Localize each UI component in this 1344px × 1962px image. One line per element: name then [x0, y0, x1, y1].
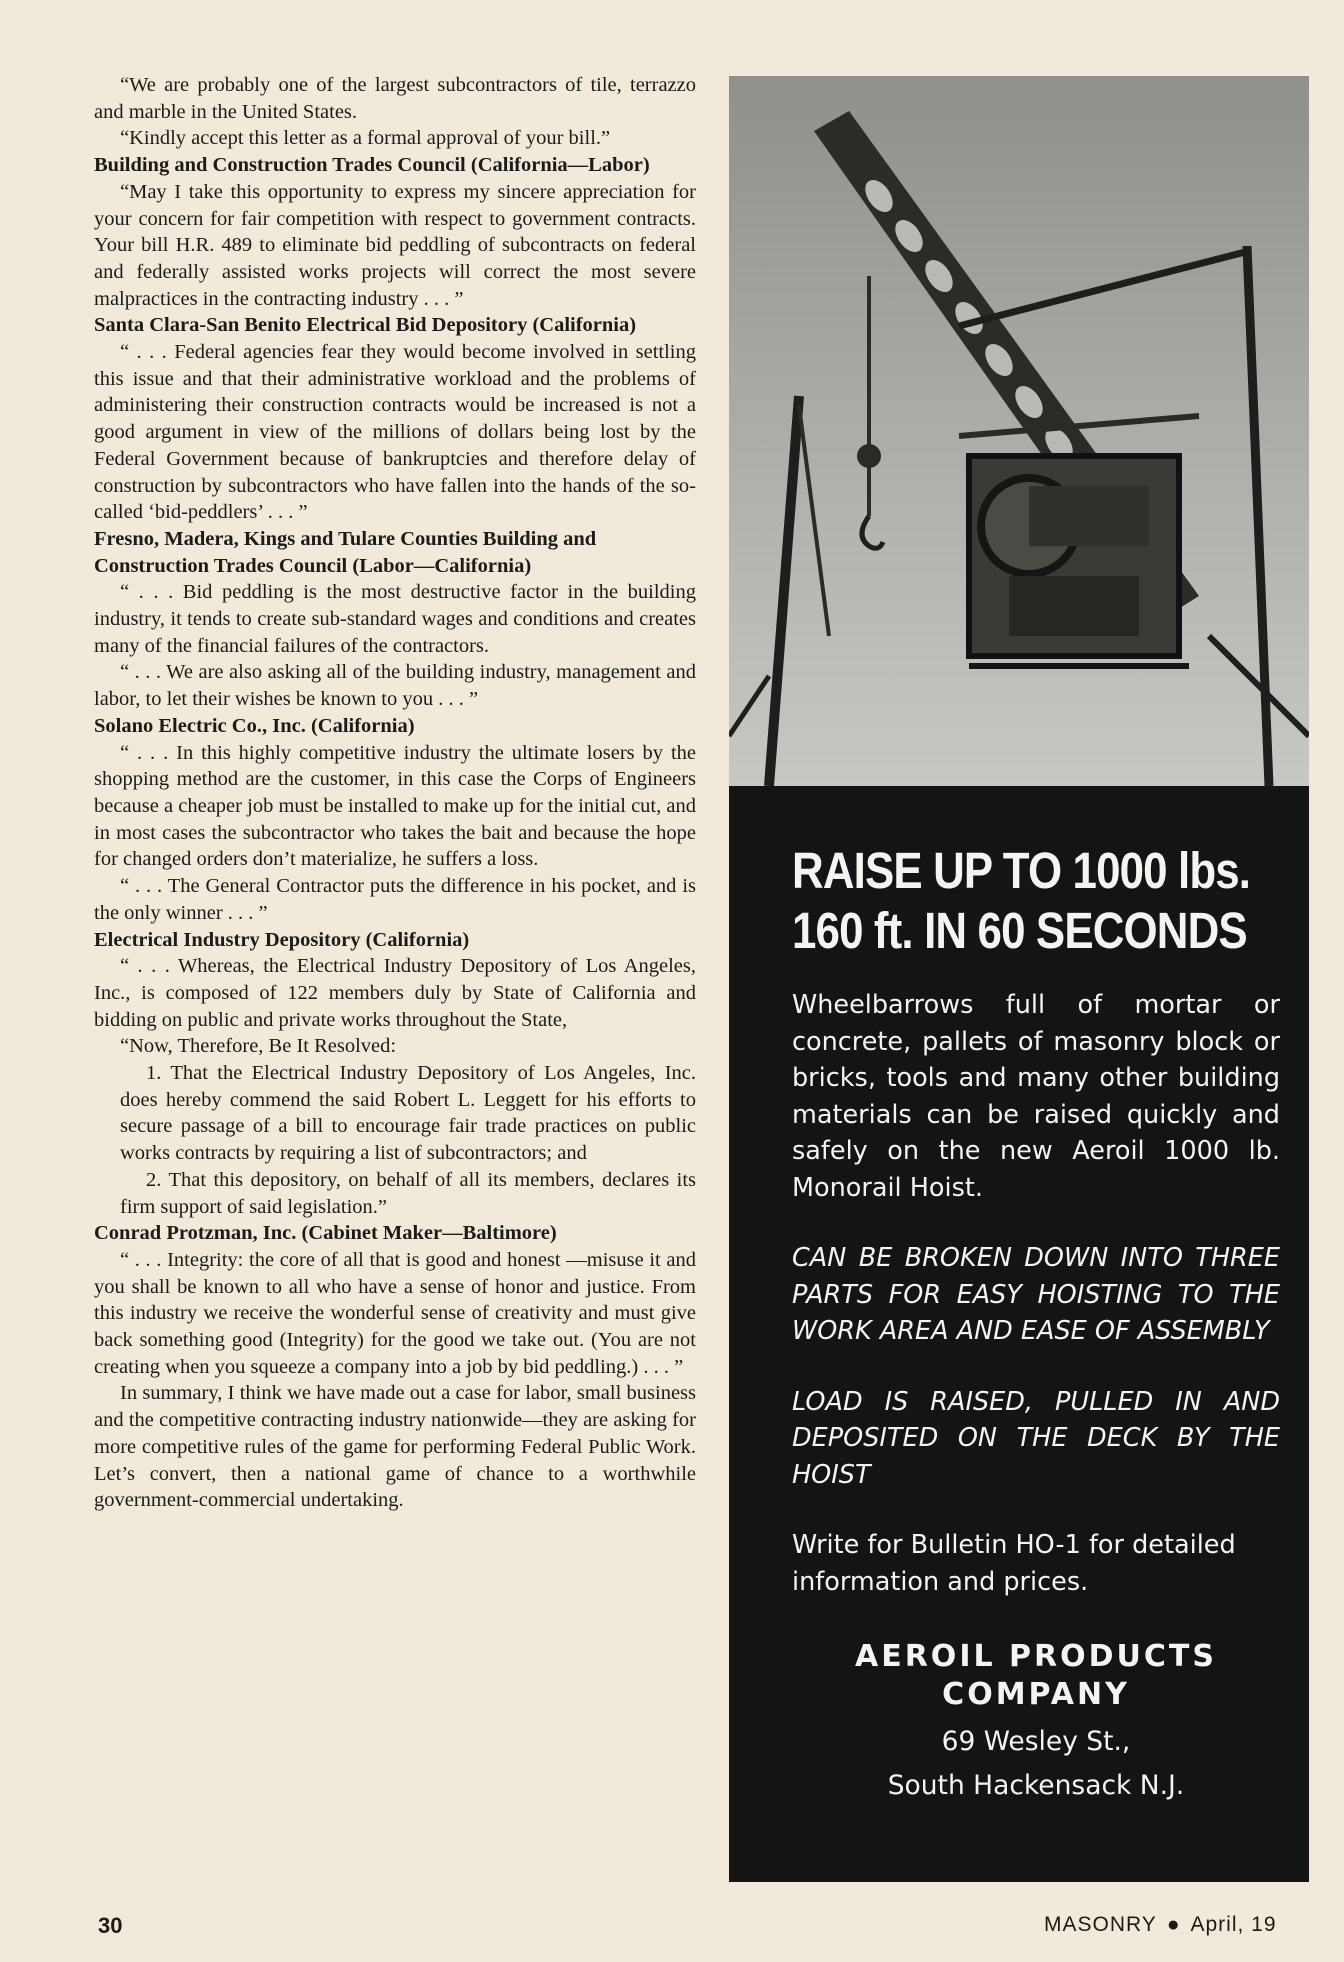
page-number: 30 — [98, 1913, 123, 1938]
ad-copy — [792, 841, 1280, 1808]
issue-date: April, 19 — [1190, 1913, 1277, 1936]
ad-feature-1: CAN BE BROKEN DOWN INTO THREE PARTS FOR EASY HOISTING TO THE WORK AREA AND EASE OF ASSEMBLY — [792, 1243, 1280, 1346]
ad-cta: Write for Bulletin HO-1 for detailed information and prices. — [792, 1530, 1236, 1597]
aeroil-advertisement — [729, 76, 1309, 1882]
magazine-name: MASONRY — [1044, 1913, 1157, 1936]
bullet-icon: ● — [1166, 1913, 1181, 1936]
hoist-illustration — [729, 76, 1309, 786]
company-name-line-1: AEROIL PRODUCTS — [855, 1639, 1217, 1674]
organization-heading: Solano Electric Co., Inc. (California) — [94, 714, 415, 737]
letter-paragraph: “We are probably one of the largest subcontractors of tile, terrazzo and marble in the United States. — [94, 74, 696, 123]
letter-paragraph: “ . . . The General Contractor puts the difference in his pocket, and is the only winner . . . ” — [94, 875, 696, 924]
organization-heading: Santa Clara-San Benito Electrical Bid Depository (California) — [94, 314, 637, 337]
address-line-1: 69 Wesley St., — [941, 1726, 1131, 1757]
letter-paragraph: “ . . . Bid peddling is the most destructive factor in the building industry, it tends to create sub-standard wages and conditions and creates many of the financial failures of the contractors. — [94, 581, 696, 657]
letter-paragraph: “ . . . We are also asking all of the building industry, management and labor, to let their wishes be known to you . . . ” — [94, 661, 696, 711]
letter-paragraph: “ . . . Whereas, the Electrical Industry Depository of Los Angeles, Inc., is composed of 122 members duly by State of California and bidding on public and private works throughout the State, — [94, 955, 696, 1031]
organization-heading: Fresno, Madera, Kings and Tulare Counties Building and Construction Trades Council (Labor—California) — [94, 527, 597, 577]
running-footer — [1044, 1913, 1277, 1937]
letter-paragraph: “ . . . In this highly competitive industry the ultimate losers by the shopping method are the customer, in this case the Corps of Engineers because a cheaper job must be installed to make up for the initial cut, and in most cases the subcontractor who takes the bait and because the hope for changed orders don’t materialize, he suffers a loss. — [94, 741, 696, 871]
ad-body: Wheelbarrows full of mortar or concrete, pallets of masonry block or bricks, tools and many other building materials can be raised quickly and safely on the new Aeroil 1000 lb. Monorail Hoist. — [792, 990, 1280, 1203]
letter-paragraph: “Kindly accept this letter as a formal approval of your bill.” — [120, 127, 611, 150]
letter-paragraph: “May I take this opportunity to express my sincere appreciation for your concern for fair competition with respect to government contracts. Your bill H.R. 489 to eliminate bid peddling of subcontracts on federal and federally assisted works projects will correct the most severe malpractices in the contracting industry . . . ” — [94, 180, 696, 310]
company-name-line-2: COMPANY — [942, 1677, 1130, 1712]
company-address — [792, 1720, 1280, 1808]
letter-paragraph: In summary, I think we have made out a case for labor, small business and the competitive contracting industry nationwide—they are asking for more competitive rules of the game for performing Federal Public Work. Let’s convert, then a national game of chance to a worthwhile government-commercial undertaking. — [94, 1382, 696, 1512]
letters-column — [94, 72, 696, 1514]
letter-paragraph: “Now, Therefore, Be It Resolved: — [120, 1035, 397, 1058]
ad-headline-1: RAISE UP TO 1000 lbs. — [792, 842, 1251, 899]
address-line-2: South Hackensack N.J. — [887, 1770, 1185, 1801]
resolution-clause: 2. That this depository, on behalf of all its members, declares its firm support of said legislation.” — [120, 1168, 696, 1218]
company-name — [792, 1638, 1280, 1714]
organization-heading: Building and Construction Trades Council (California—Labor) — [94, 154, 650, 177]
monorail-hoist-photo — [729, 76, 1309, 786]
organization-heading: Electrical Industry Depository (California) — [94, 928, 470, 951]
letter-paragraph: “ . . . Federal agencies fear they would become involved in settling this issue and that their administrative workload and the problems of administering their construction contracts would be increased is not a good argument in view of the millions of dollars being lost by the Federal Government because of bankruptcies and therefore delay of construction by subcontractors who have fallen into the hands of the so-called ‘bid-peddlers’ . . . ” — [94, 341, 696, 524]
ad-feature-2: LOAD IS RAISED, PULLED IN AND DEPOSITED ON THE DECK BY THE HOIST — [792, 1386, 1280, 1490]
organization-heading: Conrad Protzman, Inc. (Cabinet Maker—Baltimore) — [94, 1222, 557, 1245]
letter-paragraph: “ . . . Integrity: the core of all that is good and honest —misuse it and you shall be known to all who have a sense of honor and justice. From this industry we receive the wonderful sense of creativity and must give back something good (Integrity) for the good we take out. (You are not creating when you squeeze a company into a job by bid peddling.) . . . ” — [94, 1248, 696, 1378]
ad-headline-2: 160 ft. IN 60 SECONDS — [792, 902, 1247, 959]
resolution-clause: 1. That the Electrical Industry Depository of Los Angeles, Inc. does hereby commend the said Robert L. Leggett for his efforts to secure passage of a bill to encourage fair trade practices on public works contracts by requiring a list of subcontractors; and — [120, 1062, 696, 1165]
